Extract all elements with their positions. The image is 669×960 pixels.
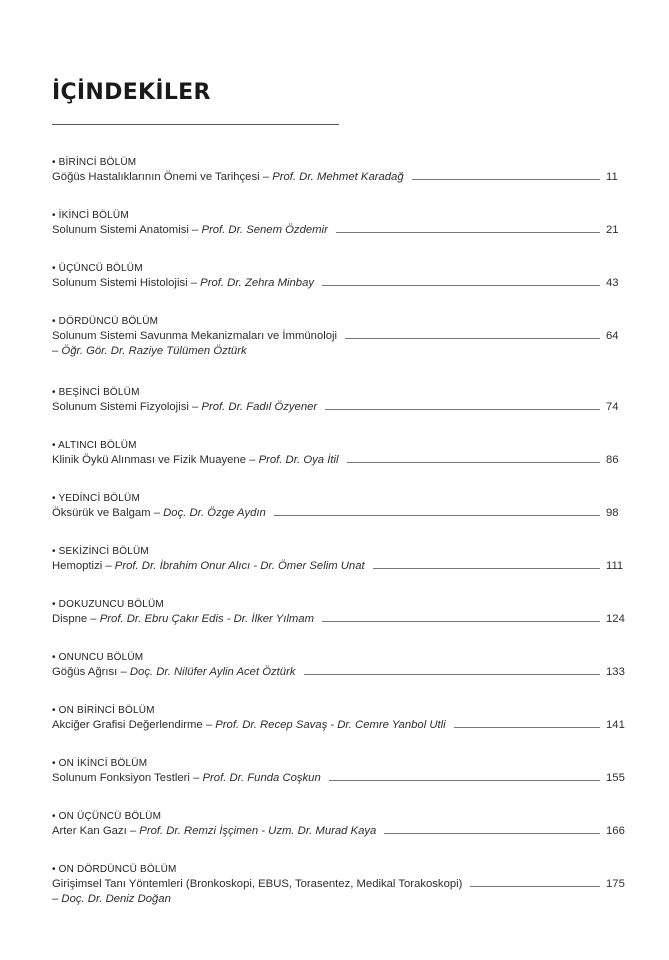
- chapter-label: • DÖRDÜNCÜ BÖLÜM: [52, 316, 159, 327]
- page-number: 86: [606, 454, 619, 466]
- chapter-title-row: [52, 276, 626, 291]
- toc-entry: [52, 863, 626, 907]
- chapter-title-row: [52, 506, 626, 521]
- chapter-author: Prof. Dr. İbrahim Onur Alıcı - Dr. Ömer Selim Unat: [114, 560, 365, 572]
- chapter-title: [52, 771, 321, 786]
- chapter-title-row: [52, 877, 626, 892]
- chapter-title-text: Hemoptizi –: [52, 560, 115, 572]
- chapter-title-row: [52, 824, 626, 839]
- chapter-title-row: [52, 612, 626, 627]
- page-number: 98: [606, 507, 619, 519]
- toc-entry: [52, 156, 626, 185]
- chapter-title-row: [52, 400, 626, 415]
- page-number: 175: [606, 878, 625, 890]
- chapter-label: • ÜÇÜNCÜ BÖLÜM: [52, 263, 143, 274]
- leader-line: [345, 338, 600, 339]
- chapter-title: [52, 877, 462, 892]
- chapter-label: • ON DÖRDÜNCÜ BÖLÜM: [52, 864, 177, 875]
- chapter-author: Prof. Dr. Recep Savaş - Dr. Cemre Yanbol Utli: [215, 719, 446, 731]
- toc-entry: [52, 262, 626, 291]
- leader-line: [329, 780, 600, 781]
- leader-line: [470, 886, 600, 887]
- chapter-title-row: [52, 559, 626, 574]
- chapter-title: [52, 329, 337, 344]
- chapter-title: [52, 612, 314, 627]
- chapter-title-text: Dispne –: [52, 613, 100, 625]
- page-number: 21: [606, 224, 619, 236]
- page-number: 124: [606, 613, 625, 625]
- chapter-title-row: [52, 718, 626, 733]
- chapter-label: • ON ÜÇÜNCÜ BÖLÜM: [52, 811, 162, 822]
- page-number: 11: [606, 171, 618, 183]
- chapter-label: • ONUNCU BÖLÜM: [52, 652, 144, 663]
- toc-entry: [52, 386, 626, 415]
- chapter-title-text: Arter Kan Gazı –: [52, 825, 140, 837]
- chapter-title-text: Göğüs Hastalıklarının Önemi ve Tarihçesi –: [52, 171, 273, 183]
- chapter-title-text: Öksürük ve Balgam –: [52, 507, 164, 519]
- page-number: 133: [606, 666, 625, 678]
- chapter-title-text: Göğüs Ağrısı –: [52, 666, 130, 678]
- chapter-title: [52, 453, 339, 468]
- chapter-title-text: Solunum Sistemi Anatomisi –: [52, 224, 202, 236]
- page-number: 64: [606, 330, 619, 342]
- chapter-author: Doç. Dr. Özge Aydın: [163, 507, 266, 519]
- chapter-title-row: [52, 771, 626, 786]
- title-underline: [52, 124, 339, 125]
- page-number: 43: [606, 277, 619, 289]
- chapter-title: [52, 665, 296, 680]
- chapter-label: • ALTINCI BÖLÜM: [52, 440, 137, 451]
- toc-entry: [52, 492, 626, 521]
- chapter-author: Prof. Dr. Fadıl Özyener: [201, 401, 318, 413]
- chapter-title: [52, 170, 404, 185]
- chapter-label: • BEŞİNCİ BÖLÜM: [52, 387, 140, 398]
- chapter-title: [52, 559, 365, 574]
- leader-line: [322, 285, 600, 286]
- toc-entry: [52, 810, 626, 839]
- leader-line: [347, 462, 601, 463]
- chapter-author: Prof. Dr. Mehmet Karadağ: [272, 171, 404, 183]
- leader-line: [336, 232, 600, 233]
- chapter-title: [52, 718, 446, 733]
- chapter-title: [52, 824, 376, 839]
- chapter-title-text: Akciğer Grafisi Değerlendirme –: [52, 719, 216, 731]
- chapter-author: Prof. Dr. Remzi İşçimen - Uzm. Dr. Murad Kaya: [139, 825, 377, 837]
- chapter-title-text: Girişimsel Tanı Yöntemleri (Bronkoskopi, EBUS, Torasentez, Medikal Torakoskopi): [52, 878, 463, 890]
- page-number: 141: [606, 719, 625, 731]
- chapter-title-row: [52, 223, 626, 238]
- toc-entry: [52, 439, 626, 468]
- toc-entry: [52, 598, 626, 627]
- chapter-author-continued: – Doç. Dr. Deniz Doğan: [52, 893, 171, 905]
- chapter-author: Prof. Dr. Senem Özdemir: [201, 224, 328, 236]
- page-title: İÇİNDEKİLER: [52, 80, 211, 105]
- chapter-title-row: [52, 329, 626, 344]
- chapter-label: • ON İKİNCİ BÖLÜM: [52, 758, 148, 769]
- toc-entry: [52, 651, 626, 680]
- chapter-title-text: Klinik Öykü Alınması ve Fizik Muayene –: [52, 454, 259, 466]
- chapter-label: • BİRİNCİ BÖLÜM: [52, 157, 137, 168]
- page-number: 111: [606, 560, 624, 572]
- toc-entry: [52, 315, 626, 359]
- toc-entry: [52, 704, 626, 733]
- toc-entry: [52, 545, 626, 574]
- chapter-author: Prof. Dr. Ebru Çakır Edis - Dr. İlker Yılmam: [99, 613, 314, 625]
- leader-line: [322, 621, 600, 622]
- chapter-title: [52, 223, 328, 238]
- chapter-label: • DOKUZUNCU BÖLÜM: [52, 599, 164, 610]
- chapter-author: Doç. Dr. Nilüfer Aylin Acet Öztürk: [129, 666, 296, 678]
- chapter-author: Prof. Dr. Zehra Minbay: [200, 277, 315, 289]
- chapter-author-continued: – Öğr. Gör. Dr. Raziye Tülümen Öztürk: [52, 345, 247, 357]
- leader-line: [325, 409, 600, 410]
- chapter-title: [52, 400, 317, 415]
- chapter-label: • ON BİRİNCİ BÖLÜM: [52, 705, 155, 716]
- chapter-title-text: Solunum Sistemi Histolojisi –: [52, 277, 201, 289]
- leader-line: [274, 515, 600, 516]
- chapter-label: • SEKİZİNCİ BÖLÜM: [52, 546, 149, 557]
- chapter-title-row: [52, 665, 626, 680]
- chapter-author: Prof. Dr. Funda Coşkun: [202, 772, 321, 784]
- toc-entry: [52, 209, 626, 238]
- chapter-title-row: [52, 170, 626, 185]
- leader-line: [373, 568, 600, 569]
- leader-line: [304, 674, 601, 675]
- chapter-title-text: Solunum Fonksiyon Testleri –: [52, 772, 203, 784]
- chapter-author: Prof. Dr. Oya İtil: [258, 454, 339, 466]
- page-number: 74: [606, 401, 619, 413]
- chapter-label: • YEDİNCİ BÖLÜM: [52, 493, 140, 504]
- chapter-title: [52, 276, 314, 291]
- page-number: 166: [606, 825, 625, 837]
- chapter-title-text: Solunum Sistemi Savunma Mekanizmaları ve İmmünoloji: [52, 330, 338, 342]
- chapter-title-text: Solunum Sistemi Fizyolojisi –: [52, 401, 202, 413]
- chapter-title: [52, 506, 266, 521]
- chapter-title-row: [52, 453, 626, 468]
- leader-line: [412, 179, 600, 180]
- chapter-label: • İKİNCİ BÖLÜM: [52, 210, 129, 221]
- leader-line: [384, 833, 600, 834]
- page-number: 155: [606, 772, 625, 784]
- leader-line: [454, 727, 600, 728]
- toc-entry: [52, 757, 626, 786]
